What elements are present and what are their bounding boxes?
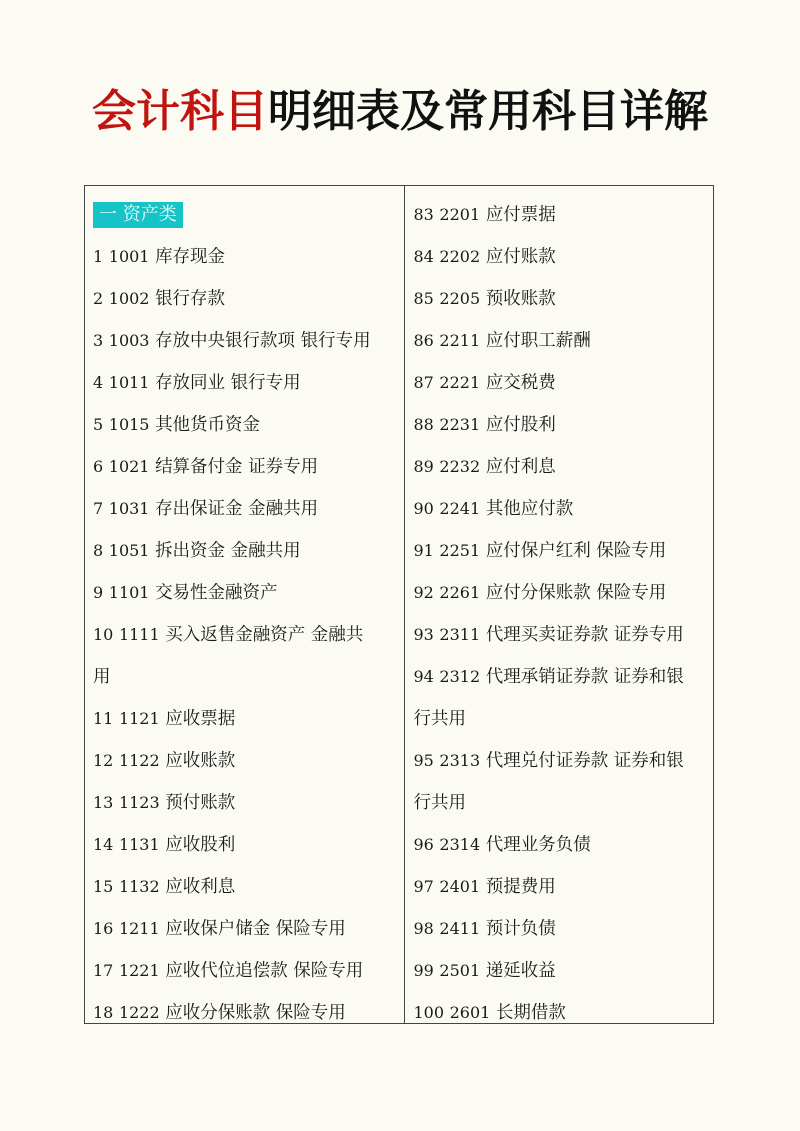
account-index: 1 xyxy=(93,247,104,266)
account-index: 88 xyxy=(413,415,434,434)
account-code: 2314 xyxy=(439,835,481,854)
account-index: 83 xyxy=(413,205,434,224)
account-row xyxy=(413,488,709,530)
account-row xyxy=(93,740,400,782)
account-index: 89 xyxy=(413,457,434,476)
account-code: 2241 xyxy=(439,499,481,518)
account-code: 2401 xyxy=(439,877,481,896)
account-row xyxy=(413,362,709,404)
account-index: 98 xyxy=(413,919,434,938)
account-code: 1211 xyxy=(118,919,160,938)
account-row xyxy=(93,404,400,446)
account-name: 应付账款 xyxy=(485,247,556,267)
account-row xyxy=(413,446,709,488)
account-row xyxy=(413,236,709,278)
account-code: 1011 xyxy=(108,373,150,392)
account-code: 2221 xyxy=(439,373,481,392)
account-row xyxy=(93,572,400,614)
account-index: 91 xyxy=(413,541,434,560)
account-code: 1021 xyxy=(108,457,150,476)
account-row xyxy=(413,992,709,1034)
account-name: 代理兑付证券款 证券和银 xyxy=(485,751,684,771)
account-code: 1132 xyxy=(118,877,160,896)
account-index: 95 xyxy=(413,751,434,770)
account-name: 预提费用 xyxy=(485,877,556,897)
account-code: 2231 xyxy=(439,415,481,434)
account-row xyxy=(413,404,709,446)
account-index: 87 xyxy=(413,373,434,392)
account-code: 1222 xyxy=(118,1003,160,1022)
account-index: 94 xyxy=(413,667,434,686)
account-index: 6 xyxy=(93,457,104,476)
account-name: 应收账款 xyxy=(165,751,236,771)
account-code: 1051 xyxy=(108,541,150,560)
account-row xyxy=(413,530,709,572)
account-name: 银行存款 xyxy=(155,289,226,309)
title-black-part: 明细表及常用科目详解 xyxy=(268,86,708,137)
account-name: 预付账款 xyxy=(165,793,236,813)
account-name-continuation: 用 xyxy=(93,667,111,687)
account-code: 1122 xyxy=(118,751,160,770)
account-index: 99 xyxy=(413,961,434,980)
account-index: 84 xyxy=(413,247,434,266)
account-code: 1001 xyxy=(108,247,150,266)
account-code: 1111 xyxy=(118,625,160,644)
account-index: 9 xyxy=(93,583,104,602)
account-index: 96 xyxy=(413,835,434,854)
account-row xyxy=(93,866,400,908)
account-code: 1003 xyxy=(108,331,150,350)
account-index: 4 xyxy=(93,373,104,392)
account-row xyxy=(413,656,709,698)
account-row xyxy=(93,950,400,992)
account-name: 拆出资金 金融共用 xyxy=(155,541,301,561)
account-name-continuation: 行共用 xyxy=(413,709,466,729)
account-row xyxy=(93,992,400,1034)
account-name: 存出保证金 金融共用 xyxy=(155,499,319,519)
account-name: 应付保户红利 保险专用 xyxy=(485,541,667,561)
account-name: 应付票据 xyxy=(485,205,556,225)
account-code: 2232 xyxy=(439,457,481,476)
account-code: 1221 xyxy=(118,961,160,980)
account-row xyxy=(93,614,400,656)
account-row xyxy=(93,824,400,866)
account-name: 预收账款 xyxy=(485,289,556,309)
account-name: 代理业务负债 xyxy=(485,835,591,855)
account-name-continuation: 行共用 xyxy=(413,793,466,813)
account-row xyxy=(93,782,400,824)
account-name: 库存现金 xyxy=(155,247,226,267)
account-row xyxy=(93,278,400,320)
account-name: 存放同业 银行专用 xyxy=(155,373,301,393)
account-row xyxy=(93,446,400,488)
account-code: 2601 xyxy=(449,1003,491,1022)
account-row xyxy=(93,530,400,572)
account-index: 100 xyxy=(413,1003,445,1022)
account-code: 2201 xyxy=(439,205,481,224)
account-name: 应收分保账款 保险专用 xyxy=(165,1003,346,1023)
account-index: 5 xyxy=(93,415,104,434)
account-index: 12 xyxy=(93,751,114,770)
account-row xyxy=(93,320,400,362)
account-index: 13 xyxy=(93,793,114,812)
account-row xyxy=(413,614,709,656)
account-code: 2261 xyxy=(439,583,481,602)
category-label-assets: 一 资产类 xyxy=(93,202,183,228)
account-name: 买入返售金融资产 金融共 xyxy=(165,625,364,645)
account-row xyxy=(93,236,400,278)
account-row xyxy=(413,194,709,236)
account-code: 2411 xyxy=(439,919,481,938)
account-name: 应收票据 xyxy=(165,709,236,729)
account-name: 其他应付款 xyxy=(485,499,574,519)
account-row xyxy=(93,488,400,530)
account-index: 16 xyxy=(93,919,114,938)
account-row xyxy=(413,908,709,950)
account-table xyxy=(84,185,714,1024)
account-code: 2211 xyxy=(439,331,481,350)
account-row xyxy=(413,278,709,320)
account-index: 17 xyxy=(93,961,114,980)
account-index: 10 xyxy=(93,625,114,644)
account-name: 存放中央银行款项 银行专用 xyxy=(155,331,371,351)
account-row xyxy=(413,572,709,614)
account-row xyxy=(93,908,400,950)
account-name: 应收利息 xyxy=(165,877,236,897)
account-row xyxy=(413,320,709,362)
account-index: 14 xyxy=(93,835,114,854)
account-name: 应收保户储金 保险专用 xyxy=(165,919,346,939)
account-name: 递延收益 xyxy=(485,961,556,981)
account-code: 1031 xyxy=(108,499,150,518)
account-name: 代理承销证券款 证券和银 xyxy=(485,667,684,687)
account-code: 1101 xyxy=(108,583,150,602)
account-code: 2312 xyxy=(439,667,481,686)
account-name: 应收股利 xyxy=(165,835,236,855)
left-column xyxy=(85,186,405,1023)
account-row xyxy=(93,362,400,404)
account-code: 2313 xyxy=(439,751,481,770)
account-code: 1123 xyxy=(118,793,160,812)
account-row xyxy=(413,740,709,782)
account-index: 90 xyxy=(413,499,434,518)
account-index: 2 xyxy=(93,289,104,308)
account-row xyxy=(93,698,400,740)
account-code: 2205 xyxy=(439,289,481,308)
account-index: 18 xyxy=(93,1003,114,1022)
account-index: 11 xyxy=(93,709,114,728)
category-row xyxy=(93,194,400,236)
account-code: 1002 xyxy=(108,289,150,308)
account-name: 交易性金融资产 xyxy=(155,583,278,603)
page-title xyxy=(0,82,800,142)
account-index: 85 xyxy=(413,289,434,308)
account-code: 2501 xyxy=(439,961,481,980)
account-index: 97 xyxy=(413,877,434,896)
account-name: 应交税费 xyxy=(485,373,556,393)
account-index: 3 xyxy=(93,331,104,350)
account-name: 应收代位追偿款 保险专用 xyxy=(165,961,364,981)
account-index: 15 xyxy=(93,877,114,896)
account-code: 1015 xyxy=(108,415,150,434)
account-code: 1121 xyxy=(118,709,160,728)
title-red-part: 会计科目 xyxy=(92,86,268,137)
right-column xyxy=(405,186,713,1023)
account-code: 2202 xyxy=(439,247,481,266)
account-code: 2251 xyxy=(439,541,481,560)
account-index: 86 xyxy=(413,331,434,350)
account-row xyxy=(413,824,709,866)
account-row xyxy=(413,950,709,992)
account-name: 代理买卖证券款 证券专用 xyxy=(485,625,684,645)
account-name: 应付股利 xyxy=(485,415,556,435)
account-code: 1131 xyxy=(118,835,160,854)
account-name: 应付分保账款 保险专用 xyxy=(485,583,667,603)
account-name: 长期借款 xyxy=(495,1003,566,1023)
account-row xyxy=(413,866,709,908)
account-name: 应付职工薪酬 xyxy=(485,331,591,351)
account-index: 8 xyxy=(93,541,104,560)
account-index: 92 xyxy=(413,583,434,602)
account-name: 结算备付金 证券专用 xyxy=(155,457,319,477)
account-index: 93 xyxy=(413,625,434,644)
account-name: 应付利息 xyxy=(485,457,556,477)
account-code: 2311 xyxy=(439,625,481,644)
account-index: 7 xyxy=(93,499,104,518)
account-name: 预计负债 xyxy=(485,919,556,939)
account-name: 其他货币资金 xyxy=(155,415,261,435)
